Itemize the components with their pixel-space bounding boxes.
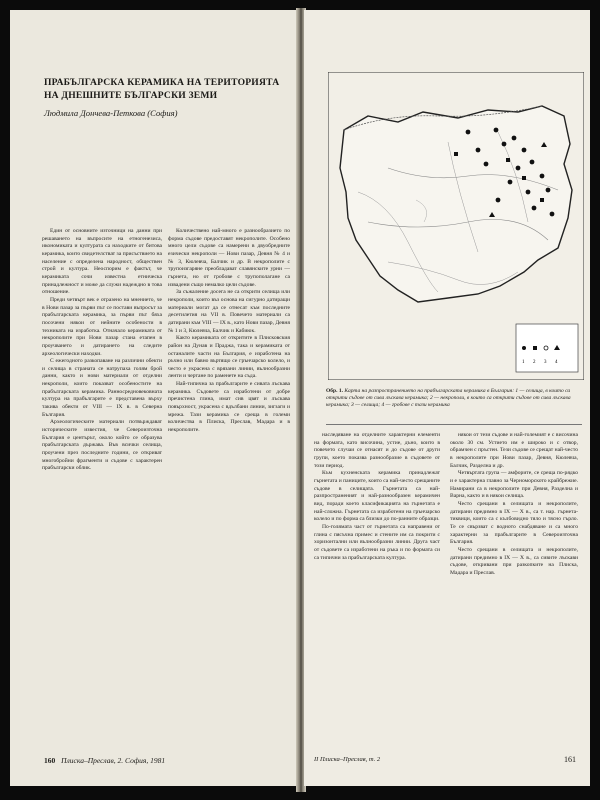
paragraph: С ежегодното разкопаване на различни обекти и селища в страната се натрупаха голям брой данни, както и нови материали от отделни некрополи, които показват особеностите на прабългарската керамика. Ранносредновековната култура на прабългарите е представена върху такива обекти от VIII — IX в. в Северна България. — [42, 358, 162, 418]
paragraph: Към кухненската керамика принадлежат гърнетата и паниците, които са най-често срещаните съдове в селищата. Гърнетата са най-разпространеният и най-разнообразен керамичен вид, поради което класификацията на гърнетата е най-сложна. Гърнетата са изработени на грънчарско колело и по форма са близки до по-ранните образци. — [314, 470, 440, 523]
paragraph: По-голямата част от гърнетата са направени от глина с пясъчна примес и стените им са покрити с хоризонтални или вълнообразни линии. Друга част от съдовете са изработени на ръка и по формата си са типични за прабългарската култура. — [314, 523, 440, 561]
left-page — [10, 10, 298, 786]
legend-label: 3 — [544, 360, 547, 365]
map-legend — [516, 324, 578, 372]
legend-label: 2 — [533, 360, 536, 365]
article-title: ПРАБЪЛГАРСКА КЕРАМИКА НА ТЕРИТОРИЯТА НА ДНЕШНИТЕ БЪЛГАРСКИ ЗЕМИ — [44, 77, 280, 101]
paragraph: Четвъртата група — амфорите, се среща по-рядко и е характерна главно за Черноморското крайбрежие. Намирани са в некрополите при Девня, Разделна и Варна, както и в някои селища. — [450, 470, 578, 500]
paragraph: наследяване на отделните характерни елементи на формата, като височина, устие, дъно, които в повечето случаи се отнасят и до съдове от други групи, което показва разнообразие в съдовете от този период. — [314, 432, 440, 469]
right-column-1 — [314, 432, 440, 562]
paragraph: Най-типична за прабългарите е сивата лъскава керамика. Съдовете са изработени от добре пречистена глина, имат сив цвят и лъскава повърхност, украсена с вдълбани линии, зигзаги и мрежа. Тази керамика се среща в големи количества в Плиска, Преслав, Мадара и в некрополите. — [168, 381, 290, 434]
running-footer: Плиска–Преслав, 2. София, 1981 — [61, 756, 166, 765]
page-number: 161 — [564, 755, 576, 764]
paragraph: Един от основните източници на данни при решаването на въпросите на етногенезиса, икономиката и културата са находките от битова керамика, които свидетелстват за присъствието на население с определена народност, обществен строй и култура. Неоспорим е фактът, че керамиката сочи известна етническа принадлежност и може да служи надеждно в това отношение. — [42, 228, 162, 296]
paragraph: Както керамиката от откритите в Плисковския район на Дунав и Праджа, така и керамиката от останалите части на България, е изработена на ръчно или бавно въртящо се грънчарско колело, и често е украсена с врязани линии, вълнообразни ленти и чертане по раменете на съда. — [168, 335, 290, 380]
map-svg — [328, 72, 584, 380]
left-page-folio — [44, 756, 165, 765]
paragraph: някои от тези съдове и най-големият е с височина около 30 см. Устието им е широко и с отвор, обрамчен с пръстен. Тези съдове се срещат най-често в некрополите при Нови пазар, Девня, Кюлевча, Балчик, Разделна и др. — [450, 432, 578, 469]
legend-label: 1 — [522, 360, 525, 365]
paragraph: Количествено най-много е разнообразието по форма съдове предоставят некрополите. Особено много цели съдове са намерени в двуобредните езически некрополи — Нови пазар, Девня № 4 и № 3, Кюлевча, Балчик и др. В некрополите с трупоизгаряне преобладават славянските урни — гърнета, но от гробове с трупополагане са извадени също немалко цели съдове. — [168, 228, 290, 288]
running-footer: II Плиска–Преслав, т. 2 — [314, 756, 381, 763]
paragraph: За съжаление досега не са открити селища или некрополи, които въз основа на сигурно датиращи материали могат да се отнесат към последните десетилетия на VII в. Повечето материали са датирани към VIII — IX в., като Нови пазар, Девня № 1 и 3, Кюлевча, Балчик и Кабиюк. — [168, 289, 290, 334]
paragraph: Често срещани в селищата и некрополите, датирани предимно в IX — X в., са т. нар. гърнета-тиквици, които са с кълбовидно тяло и тясно гърло. Те се свързват с водното снабдяване и са много характерни за прабългарите в Североизточна България. — [450, 500, 578, 546]
figure-caption — [326, 388, 584, 409]
left-column-2 — [168, 228, 290, 435]
legend-label: 4 — [555, 360, 558, 365]
caption-rule — [326, 424, 582, 425]
paragraph: Преди четвърт век е отразено на мнението, че в Нови пазар за първи път се постави въпросът за прабългарската керамика, за първи път бяха посочени някои от нейните особености в техниката на изработка. Отначало керамиката от некрополите при Нови пазар стана етапен в проучването и датирането на следите археологически находки. — [42, 296, 162, 357]
paragraph: Археологическите материали потвърждават историческите известия, че Североизточна България е центърът, около който се образува прабългарската държава. Във всички селища, проучени през последните години, се откриват многобройни фрагменти и съдове с характерен прабългарски облик. — [42, 419, 162, 472]
caption-text: Карта на разпространението на прабългарската керамика в България: 1 — селища, в които са открити съдове от сива лъскава керамика; 2 — некрополи, в които са открити съдове от сива лъскава керамика; 3 — селища; 4 — гробове с тази керамика — [326, 388, 571, 408]
right-page — [304, 10, 590, 786]
paragraph: Често срещани в селищата и некрополите, датирани предимно в IX — X в., са сивите лъскави съдове, откривани при разкопките на Плиска, Мадара и Преслав. — [450, 546, 578, 576]
left-column-1 — [42, 228, 162, 473]
distribution-map — [328, 72, 584, 380]
right-column-2 — [450, 432, 578, 577]
caption-lead: Обр. 1. — [326, 388, 343, 394]
book-spread — [8, 8, 592, 792]
page-number: 160 — [44, 756, 56, 765]
article-author: Людмила Дончева-Петкова (София) — [44, 108, 178, 118]
